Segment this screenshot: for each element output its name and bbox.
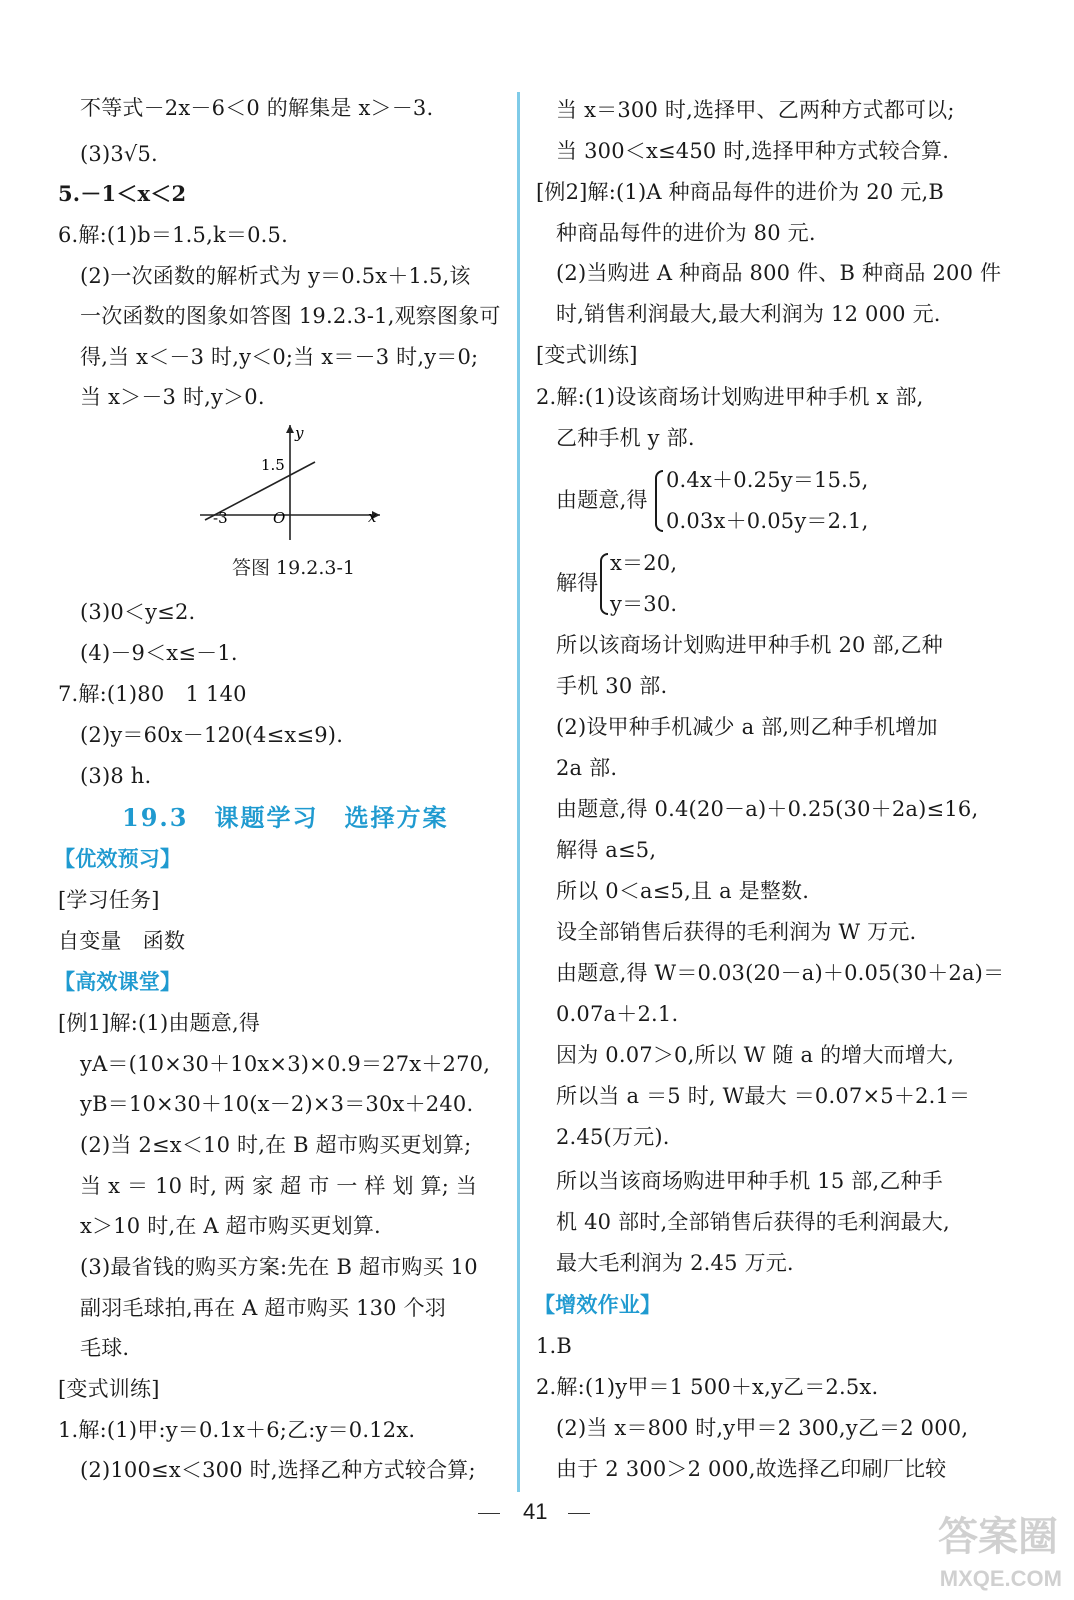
text-line: 所以 0＜a≤5,且 a 是整数. xyxy=(556,879,810,903)
section-tag: 【增效作业】 xyxy=(534,1292,662,1317)
text-line: 当 x＝300 时,选择甲、乙两种方式都可以; xyxy=(556,98,955,122)
equation-line: x＝20, xyxy=(610,551,678,575)
function-graph xyxy=(195,420,395,545)
text-line: 机 40 部时,全部销售后获得的毛利润最大, xyxy=(556,1210,950,1234)
text-line: [变式训练] xyxy=(536,343,638,367)
text-line: (2)当购进 A 种商品 800 件、B 种商品 200 件 xyxy=(556,261,1002,285)
text-line: 不等式－2x－6＜0 的解集是 x＞－3. xyxy=(80,96,434,120)
text-line: 1.解:(1)甲:y＝0.1x＋6;乙:y＝0.12x. xyxy=(58,1418,416,1442)
equation-line: 0.03x＋0.05y＝2.1, xyxy=(666,509,869,533)
text-line: 2a 部. xyxy=(556,756,618,780)
text-line: 自变量 函数 xyxy=(58,929,186,953)
column-divider xyxy=(517,92,520,1492)
y-tick-label: 1.5 xyxy=(261,456,285,474)
text-line: [例1]解:(1)由题意,得 xyxy=(58,1011,261,1035)
text-line: 时,销售利润最大,最大利润为 12 000 元. xyxy=(556,302,941,326)
watermark-url: MXQE.COM xyxy=(939,1566,1062,1591)
text-line: 所以该商场计划购进甲种手机 20 部,乙种 xyxy=(556,633,943,657)
text-line: 2.解:(1)y甲＝1 500＋x,y乙＝2.5x. xyxy=(536,1375,879,1399)
text-line: 所以当 a ＝5 时, W最大 ＝0.07×5＋2.1＝ xyxy=(556,1084,971,1108)
text-line: 手机 30 部. xyxy=(556,674,668,698)
footer-rule xyxy=(478,1513,500,1514)
watermark xyxy=(862,1502,1062,1592)
text-line: 由题意,得 0.4(20－a)＋0.25(30＋2a)≤16, xyxy=(556,797,979,821)
text-line: (3)最省钱的购买方案:先在 B 超市购买 10 xyxy=(80,1255,478,1279)
text-line: 5.－1＜x＜2 xyxy=(58,181,187,206)
text-line: (3)8 h. xyxy=(80,764,152,788)
text-line: 7.解:(1)80 1 140 xyxy=(58,682,247,706)
text-line: (3)0＜y≤2. xyxy=(80,600,196,624)
text-line: 6.解:(1)b＝1.5,k＝0.5. xyxy=(58,223,288,247)
footer-rule xyxy=(568,1513,590,1514)
text-line: [例2]解:(1)A 种商品每件的进价为 20 元,B xyxy=(536,180,944,204)
section-tag: 【优效预习】 xyxy=(54,846,182,871)
page-number: 41 xyxy=(523,1499,548,1524)
text-line: (2)y＝60x－120(4≤x≤9). xyxy=(80,723,344,747)
text-line: 因为 0.07＞0,所以 W 随 a 的增大而增大, xyxy=(556,1043,955,1067)
text-line: [学习任务] xyxy=(58,888,160,912)
text-line: 一次函数的图象如答图 19.2.3-1,观察图象可 xyxy=(80,304,501,328)
text-line: 1.B xyxy=(536,1334,573,1358)
text-line: 乙种手机 y 部. xyxy=(556,426,695,450)
text-line: [变式训练] xyxy=(58,1377,160,1401)
text-line: (2)设甲种手机减少 a 部,则乙种手机增加 xyxy=(556,715,938,739)
origin-label: O xyxy=(273,509,286,527)
text-line: (2)当 2≤x＜10 时,在 B 超市购买更划算; xyxy=(80,1133,472,1157)
text-line: 设全部销售后获得的毛利润为 W 万元. xyxy=(556,920,917,944)
left-brace xyxy=(600,553,608,615)
figure-caption: 答图 19.2.3-1 xyxy=(232,557,355,579)
text-line: 最大毛利润为 2.45 万元. xyxy=(556,1251,794,1275)
text-line: (3)3√5. xyxy=(80,142,158,166)
text-line: 当 x＞－3 时,y＞0. xyxy=(80,385,265,409)
text-line: yB＝10×30＋10(x－2)×3＝30x＋240. xyxy=(80,1092,474,1116)
text-line: 所以当该商场购进甲种手机 15 部,乙种手 xyxy=(556,1169,943,1193)
text-line: x＞10 时,在 A 超市购买更划算. xyxy=(80,1214,381,1238)
text-line: (2)当 x＝800 时,y甲＝2 300,y乙＝2 000, xyxy=(556,1416,969,1440)
section-heading: 19.3 课题学习 选择方案 xyxy=(122,803,449,832)
text-line: (2)100≤x＜300 时,选择乙种方式较合算; xyxy=(80,1458,476,1482)
section-tag: 【高效课堂】 xyxy=(54,969,182,994)
text-line: 由于 2 300＞2 000,故选择乙印刷厂比较 xyxy=(556,1457,947,1481)
text-line: (4)－9＜x≤－1. xyxy=(80,641,238,665)
text-line: 解得 a≤5, xyxy=(556,838,657,862)
y-axis-label: y xyxy=(295,424,304,442)
equation-line: 0.4x＋0.25y＝15.5, xyxy=(666,468,869,492)
watermark-logo: 答案圈 xyxy=(938,1515,1058,1559)
x-tick-label: -3 xyxy=(213,509,228,527)
text-line: (2)一次函数的解析式为 y＝0.5x＋1.5,该 xyxy=(80,264,471,288)
text-line: 2.解:(1)设该商场计划购进甲种手机 x 部, xyxy=(536,385,924,409)
text-line: 种商品每件的进价为 80 元. xyxy=(556,221,816,245)
text-line: 解得 xyxy=(556,571,599,595)
text-line: 副羽毛球拍,再在 A 超市购买 130 个羽 xyxy=(80,1296,447,1320)
left-brace xyxy=(655,470,663,532)
text-line: 2.45(万元). xyxy=(556,1125,670,1149)
text-line: 得,当 x＜－3 时,y＜0;当 x＝－3 时,y＝0; xyxy=(80,345,479,369)
text-line: 毛球. xyxy=(80,1336,130,1360)
text-line: yA＝(10×30＋10x×3)×0.9＝27x＋270, xyxy=(80,1052,491,1076)
equation-line: y＝30. xyxy=(610,592,678,616)
x-axis-label: x xyxy=(368,508,377,526)
text-line: 当 x ＝ 10 时, 两 家 超 市 一 样 划 算; 当 xyxy=(80,1174,478,1198)
text-line: 0.07a＋2.1. xyxy=(556,1002,679,1026)
text-line: 当 300＜x≤450 时,选择甲种方式较合算. xyxy=(556,139,950,163)
text-line: 由题意,得 W＝0.03(20－a)＋0.05(30＋2a)＝ xyxy=(556,961,1005,985)
text-line: 由题意,得 xyxy=(556,488,648,512)
